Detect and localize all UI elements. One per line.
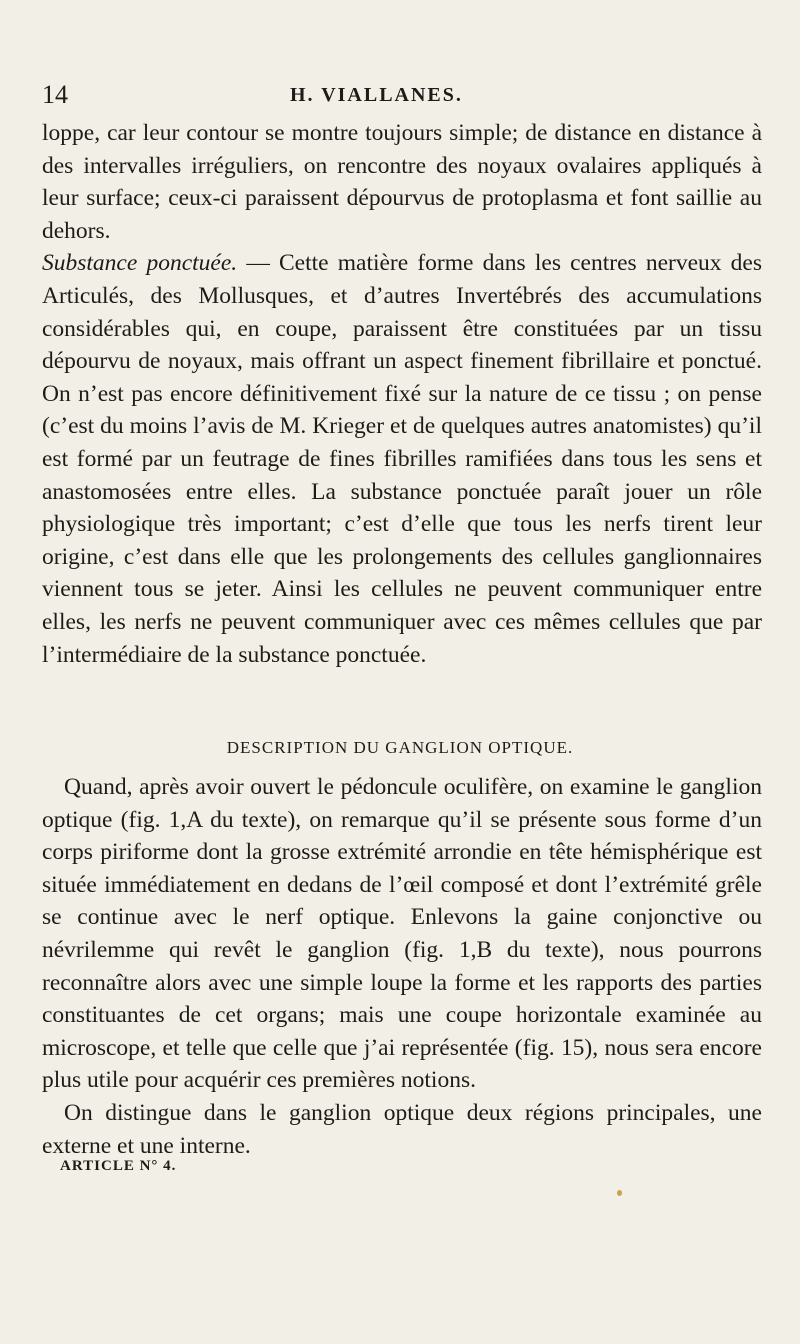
article-signature: ARTICLE N° 4. [60,1158,177,1174]
running-title: H. VIALLANES. [290,84,463,106]
paragraph-continuation: loppe, car leur contour se montre toujours simple; de distance en distance à des intervalles irréguliers, on rencontre des noyaux ovalaires appliqués à leur surface; ceux-ci paraissent dépourvus de protoplasma et font saillie au dehors. [42,120,762,244]
text-block-lower [42,771,762,1162]
paragraph-body-text: — Cette matière forme dans les centres nerveux des Articulés, des Mollusques, et d’autres Invertébrés des accumulations considérables qui, en coupe, paraissent être constituées par un tissu dépourvu de noyaux, mais offrant un aspect finement fibrillaire et ponctué. On n’est pas encore définitivement fixé sur la nature de ce tissu ; on pense (c’est du moins l’avis de M. Krieger et de quelques autres anatomistes) qu’il est formé par un feutrage de fines fibrilles ramifiées dans tous les sens et anastomosées entre elles. La substance ponctuée paraît jouer un rôle physiologique très important; c’est d’elle que tous les nerfs tirent leur origine, c’est dans elle que les prolongements des cellules ganglionnaires viennent tous se jeter. Ainsi les cellules ne peuvent communiquer entre elles, les nerfs ne peuvent communiquer avec ces mêmes cellules que par l’intermédiaire de la substance ponctuée. [42,250,762,668]
page-number: 14 [42,80,68,109]
paragraph-lead-italic: Substance ponctuée. [42,250,238,277]
paragraph-substance-ponctuee [42,247,762,671]
paragraph-ganglion-description: Quand, après avoir ouvert le pédoncule oculifère, on examine le ganglion optique (fig. 1,A du texte), on remarque qu’il se présente sous forme d’un corps piriforme dont la grosse extrémité arrondie en tête hémisphérique est située immédiatement en dedans de l’œil composé et dont l’extrémité grêle se continue avec le nerf optique. Enlevons la gaine conjonctive ou névrilemme qui revêt le ganglion (fig. 1,B du texte), nous pourrons reconnaître alors avec une simple loupe la forme et les rapports des parties constituantes de cet organs; mais une coupe horizontale examinée au microscope, et telle que celle que j’ai représentée (fig. 15), nous sera encore plus utile pour acquérir ces premières notions. [42,774,762,1094]
paragraph-regions: On distingue dans le ganglion optique deux régions principales, une externe et une interne. [42,1099,762,1159]
text-block-upper [42,117,762,671]
section-heading: DESCRIPTION DU GANGLION OPTIQUE. [226,738,574,757]
paper-speck [617,1190,622,1196]
